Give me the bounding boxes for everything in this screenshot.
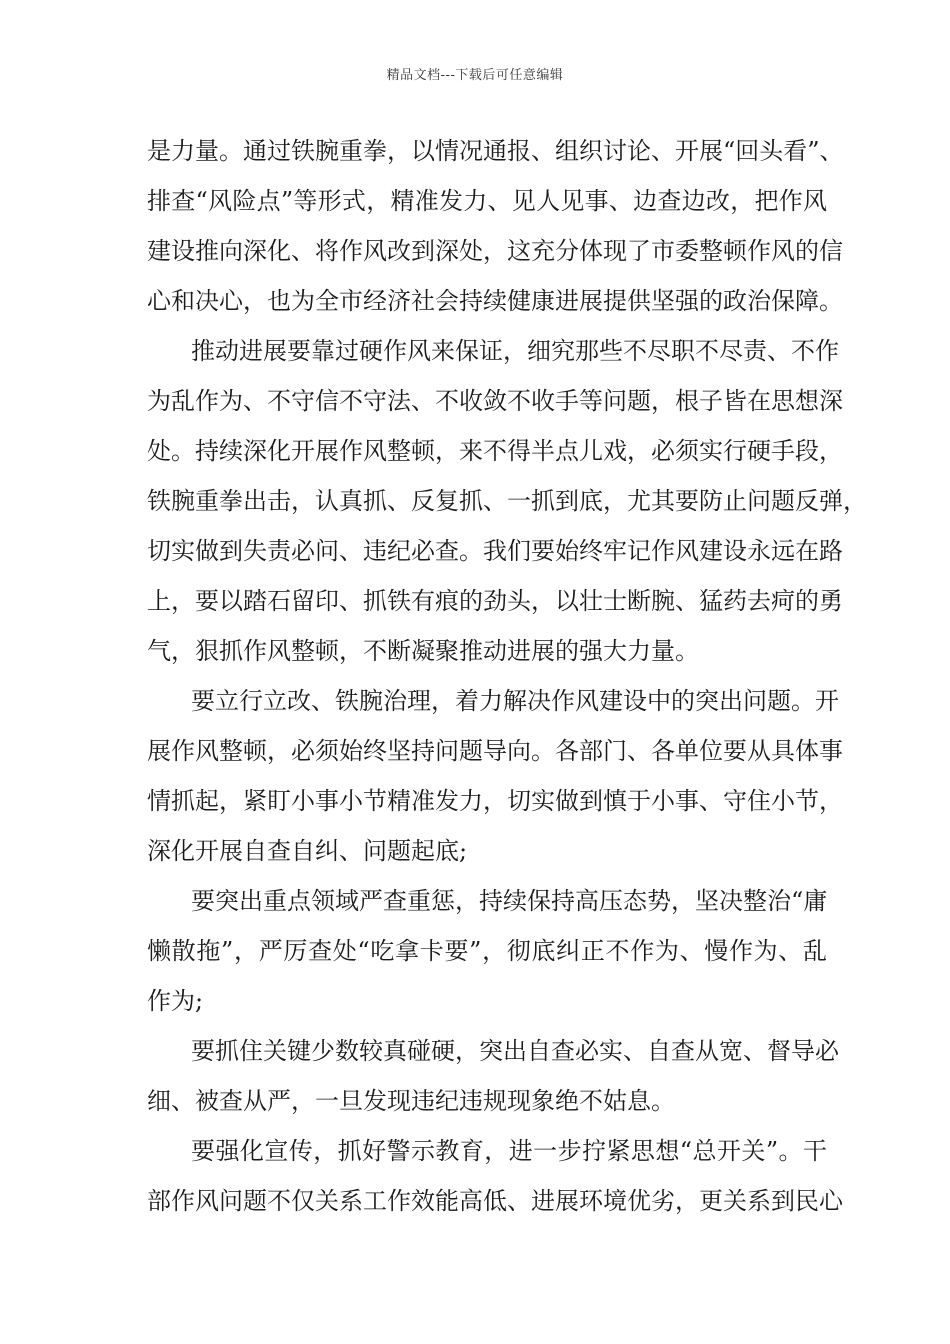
text-line: 深化开展自查自纠、问题起底; (147, 837, 468, 865)
text-line: 要强化宣传，抓好警示教育，进一步拧紧思想“总开关”。干 (191, 1137, 827, 1165)
paragraph-3 (147, 676, 843, 876)
text-line: 要抓住关键少数较真碰硬，突出自查必实、自查从宽、督导必 (191, 1037, 839, 1065)
text-line: 展作风整顿，必须始终坚持问题导向。各部门、各单位要从具体事 (147, 737, 843, 765)
page-header: 精品文档---下载后可任意编辑 (386, 68, 564, 83)
text-line: 推动进展要靠过硬作风来保证，细究那些不尽职不尽责、不作 (191, 337, 839, 365)
text-line: 是力量。通过铁腕重拳，以情况通报、组织讨论、开展“回头看”、 (147, 137, 844, 165)
text-line: 心和决心，也为全市经济社会持续健康进展提供坚强的政治保障。 (147, 287, 843, 315)
text-line: 要突出重点领域严查重惩，持续保持高压态势，坚决整治“庸 (191, 887, 828, 915)
text-line: 懒散拖”，严厉查处“吃拿卡要”，彻底纠正不作为、慢作为、乱 (147, 937, 827, 965)
paragraph-1 (147, 126, 844, 326)
text-line: 建设推向深化、将作风改到深处，这充分体现了市委整顿作风的信 (147, 237, 843, 265)
text-line: 排查“风险点”等形式，精准发力、见人见事、边查边改，把作风 (147, 187, 827, 215)
text-line: 气，狠抓作风整顿，不断凝聚推动进展的强大力量。 (147, 637, 699, 665)
text-line: 为乱作为、不守信不守法、不收敛不收手等问题，根子皆在思想深 (147, 387, 843, 415)
text-line: 细、被查从严，一旦发现违纪违规现象绝不姑息。 (147, 1087, 675, 1115)
text-line: 处。持续深化开展作风整顿，来不得半点儿戏，必须实行硬手段， (147, 437, 843, 465)
paragraph-5 (147, 1026, 839, 1126)
text-line: 要立行立改、铁腕治理，着力解决作风建设中的突出问题。开 (191, 687, 839, 715)
text-line: 铁腕重拳出击，认真抓、反复抓、一抓到底，尤其要防止问题反弹， (147, 487, 867, 515)
text-line: 切实做到失责必问、违纪必查。我们要始终牢记作风建设永远在路 (147, 537, 843, 565)
text-line: 作为; (147, 987, 204, 1015)
text-line: 情抓起，紧盯小事小节精准发力，切实做到慎于小事、守住小节， (147, 787, 843, 815)
paragraph-2 (147, 326, 867, 676)
text-line: 部作风问题不仅关系工作效能高低、进展环境优劣，更关系到民心 (147, 1187, 843, 1215)
paragraph-6 (147, 1126, 843, 1226)
text-line: 上，要以踏石留印、抓铁有痕的劲头，以壮士断腕、猛药去疴的勇 (147, 587, 843, 615)
paragraph-4 (147, 876, 827, 1026)
document-body (147, 126, 867, 1226)
